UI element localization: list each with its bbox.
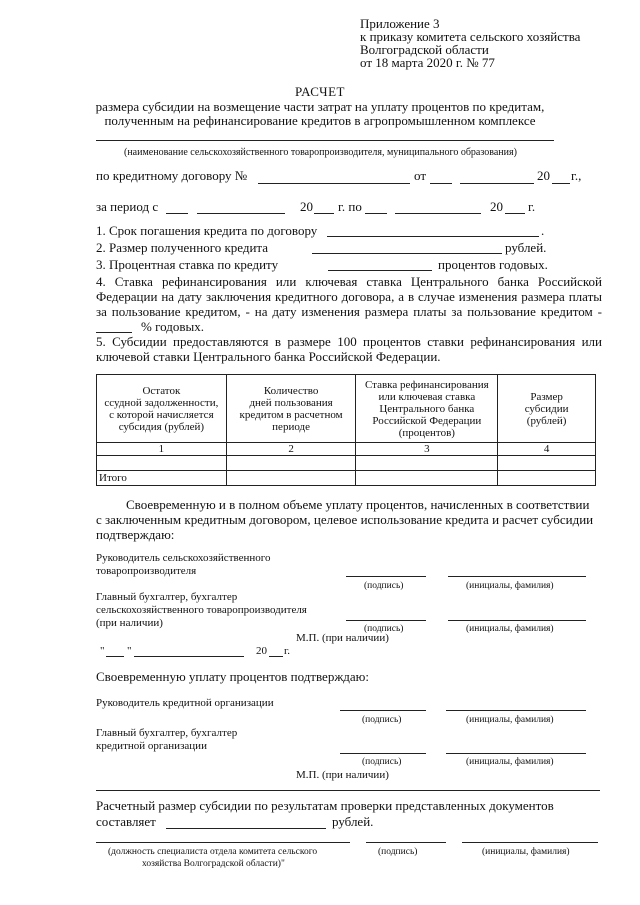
producer-caption: (наименование сельскохозяйственного товаропроизводителя, муниципального образования) — [124, 147, 517, 158]
stamp-label: М.П. (при наличии) — [296, 632, 389, 644]
signature-caption: (подпись) — [364, 581, 404, 591]
contract-year-label: 20 — [537, 168, 550, 183]
specialist-signature-field[interactable] — [366, 842, 446, 843]
period-start-year-label: 20 — [300, 199, 313, 214]
item-3-field[interactable] — [328, 270, 432, 271]
item-5-line-1: 5. Субсидии предоставляются в размере 100 процентов ставки рефинансирования или — [96, 334, 602, 349]
item-3-label: 3. Процентная ставка по кредиту — [96, 257, 279, 272]
table-cell[interactable] — [226, 456, 356, 471]
contract-year-suffix: г., — [571, 168, 582, 183]
table-cell[interactable] — [97, 456, 227, 471]
title-line-1: размера субсидии на возмещение части затрат на уплату процентов по кредитам, — [95, 99, 545, 114]
item-4-line-4: % годовых. — [141, 319, 204, 334]
table-total-row — [97, 471, 596, 486]
item-1-field[interactable] — [327, 236, 539, 237]
item-2-field[interactable] — [312, 253, 502, 254]
item-2-end: рублей. — [505, 240, 547, 255]
header-text: или ключевая ставка — [378, 390, 476, 403]
initials-caption: (инициалы, фамилия) — [482, 847, 570, 857]
column-number: 4 — [498, 443, 596, 456]
producer-accountant-initials-field[interactable] — [448, 620, 586, 621]
confirm-line-2: с заключенным кредитным договором, целевое использование кредита и расчет субсидии — [96, 512, 594, 527]
position-caption-line-2: хозяйства Волгоградской области)" — [142, 859, 285, 869]
producer-accountant-signature-field[interactable] — [346, 620, 426, 621]
bank-accountant-initials-field[interactable] — [446, 753, 586, 754]
header-text: дней пользования — [249, 396, 333, 409]
period-end-month-field[interactable] — [395, 213, 481, 214]
item-4-rate-field[interactable] — [96, 332, 132, 333]
header-text: (процентов) — [398, 426, 455, 439]
confirm-line-3: подтверждаю: — [96, 527, 175, 542]
contract-number-field[interactable] — [258, 183, 410, 184]
appendix-region: Волгоградской области — [360, 42, 489, 57]
header-text: периоде — [272, 420, 310, 433]
header-text: Количество — [263, 384, 319, 397]
date-year-suffix: г. — [284, 645, 291, 657]
header-text: Российской Федерации — [372, 414, 482, 427]
position-caption-line-1: (должность специалиста отдела комитета сельского — [108, 847, 318, 857]
page-title: РАСЧЕТ — [295, 84, 345, 99]
item-4-line-1: 4. Ставка рефинансирования или ключевая ставка Центрального банка Российской — [96, 274, 602, 289]
header-text: кредитом в расчетном — [239, 408, 343, 421]
period-end-year-field[interactable] — [505, 213, 525, 214]
initials-caption: (инициалы, фамилия) — [466, 624, 554, 634]
contract-from-label: от — [414, 168, 427, 183]
bank-head-label: Руководитель кредитной организации — [96, 697, 274, 709]
date-month-field[interactable] — [134, 656, 244, 657]
date-quote-close: " — [127, 645, 132, 657]
item-2-label: 2. Размер полученного кредита — [96, 240, 269, 255]
contract-month-field[interactable] — [460, 183, 534, 184]
contract-day-field[interactable] — [430, 183, 452, 184]
item-4-line-3: за пользование кредитом, - на дату изменения размера платы за пользование кредитом - — [96, 304, 602, 319]
subsidy-table — [96, 374, 596, 486]
signature-caption: (подпись) — [362, 757, 402, 767]
bank-head-signature-field[interactable] — [340, 710, 426, 711]
period-label: за период с — [96, 199, 159, 214]
header-text: Ставка рефинансирования — [364, 378, 489, 391]
item-1-label: 1. Срок погашения кредита по договору — [96, 223, 318, 238]
initials-caption: (инициалы, фамилия) — [466, 715, 554, 725]
result-prefix: составляет — [96, 814, 156, 829]
item-3-end: процентов годовых. — [438, 257, 548, 272]
bank-accountant-signature-field[interactable] — [340, 753, 426, 754]
appendix-number: Приложение 3 — [360, 16, 440, 31]
bank-confirm-label: Своевременную уплату процентов подтверждаю: — [96, 669, 370, 684]
column-number: 3 — [356, 443, 498, 456]
signature-caption: (подпись) — [364, 624, 404, 634]
header-text: Размер — [530, 390, 563, 403]
header-text: Центрального банка — [379, 402, 475, 415]
producer-head-initials-field[interactable] — [448, 576, 586, 577]
appendix-order: к приказу комитета сельского хозяйства — [360, 29, 581, 44]
bank-head-initials-field[interactable] — [446, 710, 586, 711]
period-end-year-label: 20 — [490, 199, 503, 214]
appendix-date: от 18 марта 2020 г. № 77 — [360, 55, 495, 70]
total-label: Итого — [97, 471, 227, 486]
table-cell[interactable] — [226, 471, 356, 486]
table-cell[interactable] — [356, 456, 498, 471]
stamp-label: М.П. (при наличии) — [296, 769, 389, 781]
contract-year-field[interactable] — [552, 183, 570, 184]
bank-accountant-line-2: кредитной организации — [96, 740, 207, 752]
result-line-1: Расчетный размер субсидии по результатам проверки представленных документов — [96, 798, 554, 813]
date-year-field[interactable] — [269, 656, 283, 657]
period-end-day-field[interactable] — [365, 213, 387, 214]
producer-accountant-line-1: Главный бухгалтер, бухгалтер — [96, 591, 238, 603]
table-header-row — [97, 375, 596, 443]
title-line-2: полученным на рефинансирование кредитов в агропромышленном комплексе — [104, 113, 536, 128]
contract-label: по кредитному договору № — [96, 168, 248, 183]
producer-accountant-line-2: сельскохозяйственного товаропроизводителя — [96, 604, 307, 616]
header-cell — [226, 375, 356, 443]
date-day-field[interactable] — [106, 656, 124, 657]
period-end-suffix: г. — [528, 199, 536, 214]
date-year-label: 20 — [256, 645, 267, 657]
table-cell[interactable] — [498, 471, 596, 486]
initials-caption: (инициалы, фамилия) — [466, 581, 554, 591]
header-text: субсидия (рублей) — [118, 420, 205, 433]
period-start-day-field[interactable] — [166, 213, 188, 214]
header-cell — [498, 375, 596, 443]
date-quote-open: " — [100, 645, 105, 657]
initials-caption: (инициалы, фамилия) — [466, 757, 554, 767]
header-cell — [356, 375, 498, 443]
period-start-month-field[interactable] — [197, 213, 285, 214]
header-cell — [97, 375, 227, 443]
confirm-line-1: Своевременную и в полном объеме уплату процентов, начисленных в соответствии — [126, 497, 590, 512]
table-number-row — [97, 443, 596, 456]
producer-head-line-2: товаропроизводителя — [96, 565, 197, 577]
table-cell[interactable] — [498, 456, 596, 471]
producer-accountant-line-3: (при наличии) — [96, 617, 163, 629]
column-number: 2 — [226, 443, 356, 456]
header-text: с которой начисляется — [109, 408, 214, 421]
producer-name-field[interactable] — [96, 140, 554, 141]
producer-head-line-1: Руководитель сельскохозяйственного — [96, 552, 271, 564]
header-text: ссудной задолженности, — [104, 396, 219, 409]
table-row — [97, 456, 596, 471]
section-divider — [96, 790, 600, 791]
result-amount-field[interactable] — [166, 828, 326, 829]
item-1-end: . — [541, 223, 545, 238]
item-4-line-2: Федерации на дату заключения кредитного договора, а в случае изменения размера платы — [96, 289, 602, 304]
signature-caption: (подпись) — [378, 847, 418, 857]
item-5-line-2: ключевой ставки Центрального банка Российской Федерации. — [96, 349, 441, 364]
period-start-year-field[interactable] — [314, 213, 334, 214]
producer-head-signature-field[interactable] — [346, 576, 426, 577]
specialist-initials-field[interactable] — [462, 842, 598, 843]
result-suffix: рублей. — [332, 814, 374, 829]
period-to-label: г. по — [338, 199, 362, 214]
specialist-position-field[interactable] — [96, 842, 350, 843]
header-text: (рублей) — [526, 414, 567, 427]
column-number: 1 — [97, 443, 227, 456]
header-text: субсидии — [524, 402, 569, 415]
signature-caption: (подпись) — [362, 715, 402, 725]
table-cell[interactable] — [356, 471, 498, 486]
header-text: Остаток — [142, 384, 181, 397]
bank-accountant-line-1: Главный бухгалтер, бухгалтер — [96, 727, 238, 739]
